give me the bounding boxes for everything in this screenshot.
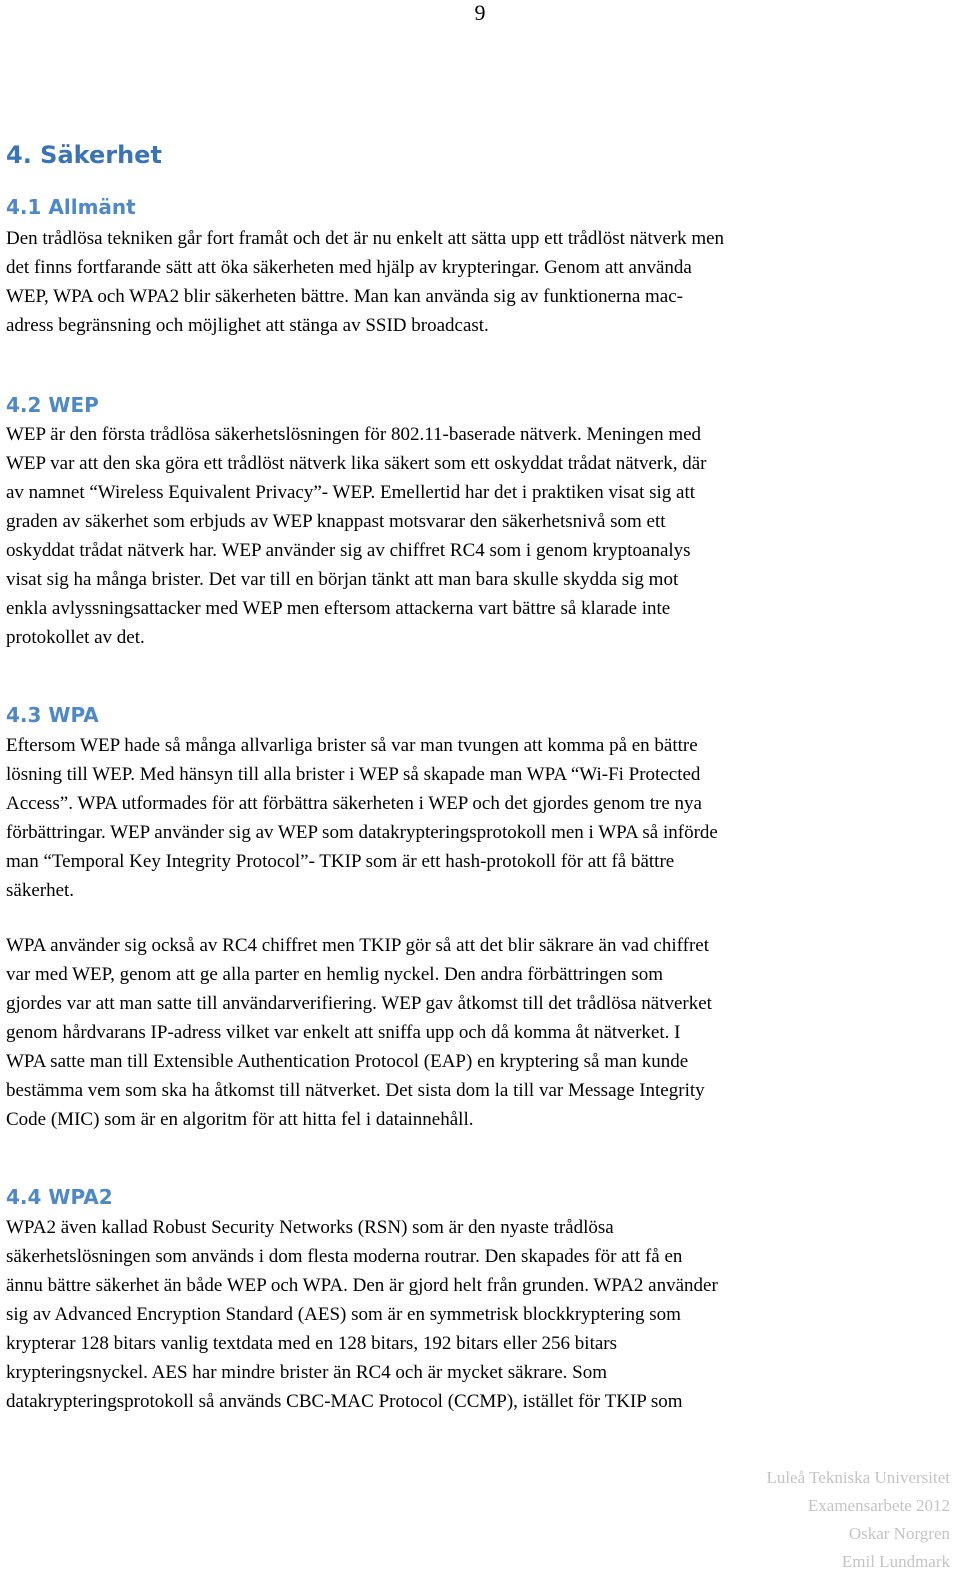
footer-author-2: Emil Lundmark — [841, 1552, 950, 1571]
section-heading-allmant: 4.1 Allmänt — [6, 195, 136, 219]
footer — [766, 1464, 950, 1576]
section-heading-wpa2: 4.4 WPA2 — [6, 1185, 113, 1209]
footer-thesis: Examensarbete 2012 — [807, 1496, 950, 1515]
section-heading-wep: 4.2 WEP — [6, 393, 99, 417]
chapter-heading: 4. Säkerhet — [6, 141, 162, 169]
paragraph-allmant: Den trådlösa tekniken går fort framåt och det är nu enkelt att sätta upp ett trådlöst nätverk men det finns fortfarande sätt att öka säkerheten med hjälp av krypteringar. Genom att använda WEP, WPA och WPA2 blir säkerheten bättre. Man kan använda sig av funktionerna mac- adress begränsning och möjlighet att stänga av SSID broadcast. — [6, 228, 725, 336]
footer-author-1: Oskar Norgren — [848, 1524, 950, 1543]
section-heading-wpa: 4.3 WPA — [6, 703, 99, 727]
page-number: 9 — [474, 0, 486, 25]
paragraph-wep: WEP är den första trådlösa säkerhetslösningen för 802.11-baserade nätverk. Meningen med WEP var att den ska göra ett trådlöst nätverk lika säkert som ett oskyddat trådat nätverk, där av namnet “Wireless Equivalent Privacy”- WEP. Emellertid har det i praktiken visat sig att graden av säkerhet som erbjuds av WEP knappast motsvarar den säkerhetsnivå som ett oskyddat trådat nätverk har. WEP använder sig av chiffret RC4 som i genom kryptoanalys visat sig ha många brister. Det var till en början tänkt att man bara skulle skydda sig mot enkla avlyssningsattacker med WEP men eftersom attackerna vart bättre så klarade inte protokollet av det. — [6, 424, 707, 648]
footer-university: Luleå Tekniska Universitet — [766, 1468, 950, 1487]
paragraph-wpa-1: Eftersom WEP hade så många allvarliga brister så var man tvungen att komma på en bättre lösning till WEP. Med hänsyn till alla brister i WEP så skapade man WPA “Wi-Fi Protected Access”. WPA utformades för att förbättra säkerheten i WEP och det gjordes genom tre nya förbättringar. WEP använder sig av WEP som datakrypteringsprotokoll men i WPA så införde man “Temporal Key Integrity Protocol”- TKIP som är ett hash-protokoll för att få bättre säkerhet. — [6, 735, 718, 901]
paragraph-wpa2: WPA2 även kallad Robust Security Networks (RSN) som är den nyaste trådlösa säkerhetslösningen som används i dom flesta moderna routrar. Den skapades för att få en ännu bättre säkerhet än både WEP och WPA. Den är gjord helt från grunden. WPA2 använder sig av Advanced Encryption Standard (AES) som är en symmetrisk blockkryptering som krypterar 128 bitars vanlig textdata med en 128 bitars, 192 bitars eller 256 bitars krypteringsnyckel. AES har mindre brister än RC4 och är mycket säkrare. Som datakrypteringsprotokoll så används CBC-MAC Protocol (CCMP), istället för TKIP som — [6, 1217, 718, 1412]
paragraph-wpa-2: WPA använder sig också av RC4 chiffret men TKIP gör så att det blir säkrare än vad chiffret var med WEP, genom att ge alla parter en hemlig nyckel. Den andra förbättringen som gjordes var att man satte till användarverifiering. WEP gav åtkomst till det trådlösa nätverket genom hårdvarans IP-adress vilket var enkelt att sniffa upp och då komma åt nätverket. I WPA satte man till Extensible Authentication Protocol (EAP) en kryptering så man kunde bestämma vem som ska ha åtkomst till nätverket. Det sista dom la till var Message Integrity Code (MIC) som är en algoritm för att hitta fel i datainnehåll. — [6, 935, 712, 1130]
